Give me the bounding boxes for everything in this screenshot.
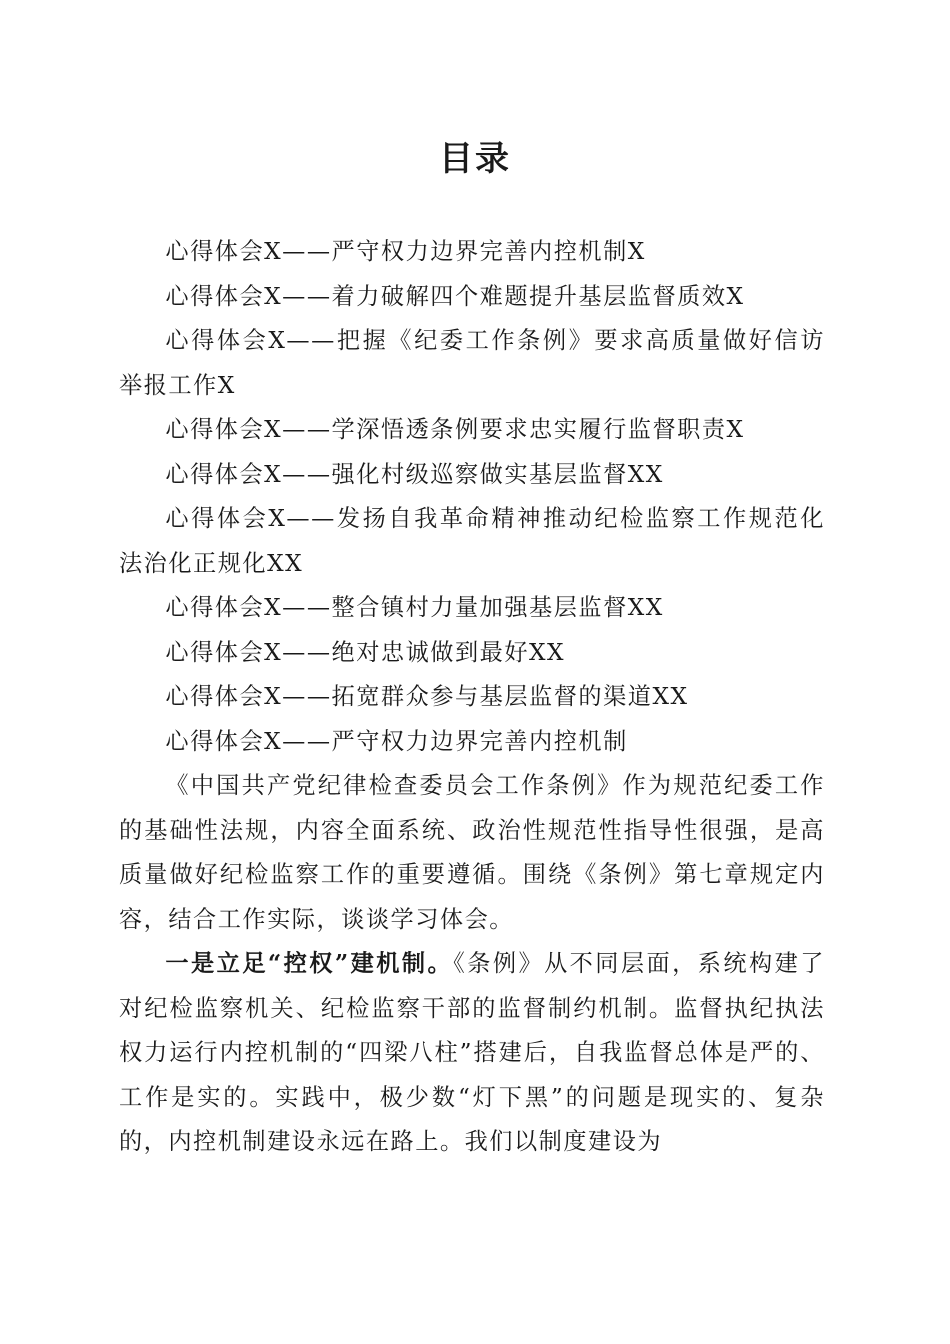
point-one-paragraph xyxy=(119,942,825,1165)
toc-entry[interactable]: 心得体会X——整合镇村力量加强基层监督XX xyxy=(165,594,664,621)
toc-entry[interactable]: 心得体会X——拓宽群众参与基层监督的渠道XX xyxy=(165,683,689,710)
point-one-lead: 一是立足“控权”建机制。 xyxy=(165,950,454,977)
toc-entry[interactable]: 心得体会X——强化村级巡察做实基层监督XX xyxy=(165,460,664,488)
intro-paragraph: 《中国共产党纪律检查委员会工作条例》作为规范纪委工作的基础性法规，内容全面系统、政治性规范性指导性很强，是高质量做好纪检监察工作的重要遵循。围绕《条例》第七章规定内容，结合工作实际，谈谈学习体会。 xyxy=(119,772,825,933)
toc-entry[interactable]: 心得体会X——绝对忠诚做到最好XX xyxy=(165,638,566,666)
section-heading: 心得体会X——严守权力边界完善内控机制 xyxy=(165,727,628,755)
page-title: 目录 xyxy=(439,139,511,179)
toc-entry[interactable]: 心得体会X——发扬自我革命精神推动纪检监察工作规范化法治化正规化XX xyxy=(119,505,825,577)
toc-entry[interactable]: 心得体会X——把握《纪委工作条例》要求高质量做好信访举报工作X xyxy=(119,327,825,399)
toc-entry[interactable]: 心得体会X——着力破解四个难题提升基层监督质效X xyxy=(165,282,745,310)
document-body xyxy=(119,230,825,1165)
point-one-text: 《条例》从不同层面，系统构建了对纪检监察机关、纪检监察干部的监督制约机制。监督执纪执法权力运行内控机制的“四梁八柱”搭建后，自我监督总体是严的、工作是实的。实践中，极少数“灯下黑”的问题是现实的、复杂的，内控机制建设永远在路上。我们以制度建设为 xyxy=(119,950,825,1155)
toc-entry[interactable]: 心得体会X——严守权力边界完善内控机制X xyxy=(165,238,646,265)
toc-entry[interactable]: 心得体会X——学深悟透条例要求忠实履行监督职责X xyxy=(165,416,745,443)
